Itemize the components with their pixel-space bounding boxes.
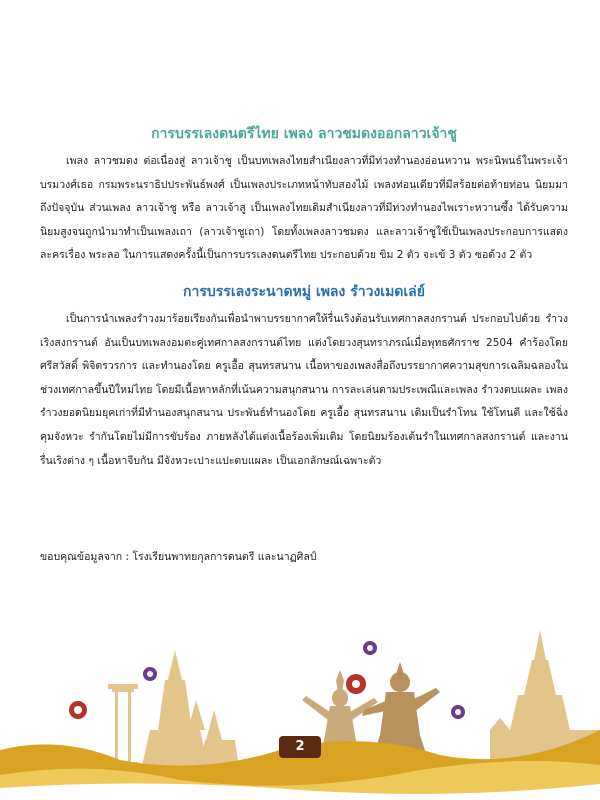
content-area	[40, 124, 568, 473]
credit-line: ขอบคุณข้อมูลจาก : โรงเรียนพาทยกุลการดนตรี และนาฏศิลป์	[40, 551, 317, 563]
page-number: 2	[279, 736, 321, 758]
section2-body: เป็นการนำเพลงรำวงมาร้อยเรียงกันเพื่อนำพาบรรยากาศให้รื่นเริงต้อนรับเทศกาลสงกรานต์ ประกอบไปด้วย รำวงเริงสงกรานต์ อันเป็นบทเพลงอมตะคู่เทศกาลสงกรานต์ไทย แต่งโดยวงสุนทราภรณ์เมื่อพุทธศักราช 2504 คำร้องโดย ศรีสวัสดิ์ พิจิตรวรการ และทำนองโดย ครูเอื้อ สุนทรสนาน เนื้อหาของเพลงสื่อถึงบรรยากาศความสุขการเฉลิมฉลองในช่วงเทศกาลขึ้นปีใหม่ไทย โดยมีเนื้อหาหลักที่เน้นความสนุกสนาน การละเล่นตามประเพณีและเพลง รำวงตบแผละ เพลงรำวงยอดนิยมยุคเก่าที่มีทำนองสนุกสนาน ประพันธ์ทำนองโดย ครูเอื้อ สุนทรสนาน เดิมเป็นรำโทน ใช้โทนตี และใช้ฉิ่งคุมจังหวะ รำกันโดยไม่มีการขับร้อง ภายหลังได้แต่งเนื้อร้องเพิ่มเติม โดยนิยมร้องเต้นรำในเทศกาลสงกรานต์ และงานรื่นเริงต่าง ๆ เนื้อหาจีบกัน มีจังหวะเปาะแปะตบแผละ เป็นเอกลักษณ์เฉพาะตัว	[40, 312, 568, 467]
flower-icon-purple-2	[363, 641, 377, 655]
flower-icon-purple-1	[143, 667, 157, 681]
section2-title: การบรรเลงระนาดหมู่ เพลง รำวงเมดเล่ย์	[183, 283, 425, 300]
flower-icon-red-1	[69, 701, 87, 719]
footer-illustration	[0, 600, 600, 800]
flower-icon-red-2	[346, 674, 366, 694]
giant-swing-icon	[108, 684, 138, 768]
section1-title: การบรรเลงดนตรีไทย เพลง ลาวชมดงออกลาวเจ้าชู	[151, 126, 457, 142]
flower-icon-purple-3	[451, 705, 465, 719]
temple-prang-left-icon	[140, 650, 240, 775]
section1-body: เพลง ลาวชมดง ต่อเนื่องสู่ ลาวเจ้าชู เป็นบทเพลงไทยสำเนียงลาวที่มีท่วงทำนองอ่อนหวาน พระนิพนธ์ในพระเจ้าบรมวงศ์เธอ กรมพระนราธิปประพันธ์พงศ์ เป็นเพลงประเภทหน้าทับสองไม้ เพลงท่อนเดียวที่มีสร้อยต่อท้ายท่อน นิยมมาถึงปัจจุบัน ส่วนเพลง ลาวเจ้าชู หรือ ลาวเจ้าสู เป็นเพลงไทยเดิมสำเนียงลาวที่มีท่วงทำนองไพเราะหวานซึ้ง ได้รับความนิยมสูงจนถูกนำมาทำเป็นเพลงเถา (ลาวเจ้าชูเถา) โดยทั้งเพลงลาวชมดง และลาวเจ้าชูใช้เป็นเพลงประกอบการแสดงละครเรื่อง พระลอ ในการแสดงครั้งนี้เป็นการบรรเลงดนตรีไทย ประกอบด้วย ขิม 2 ตัว จะเข้ 3 ตัว ซอด้วง 2 ตัว	[40, 155, 568, 262]
